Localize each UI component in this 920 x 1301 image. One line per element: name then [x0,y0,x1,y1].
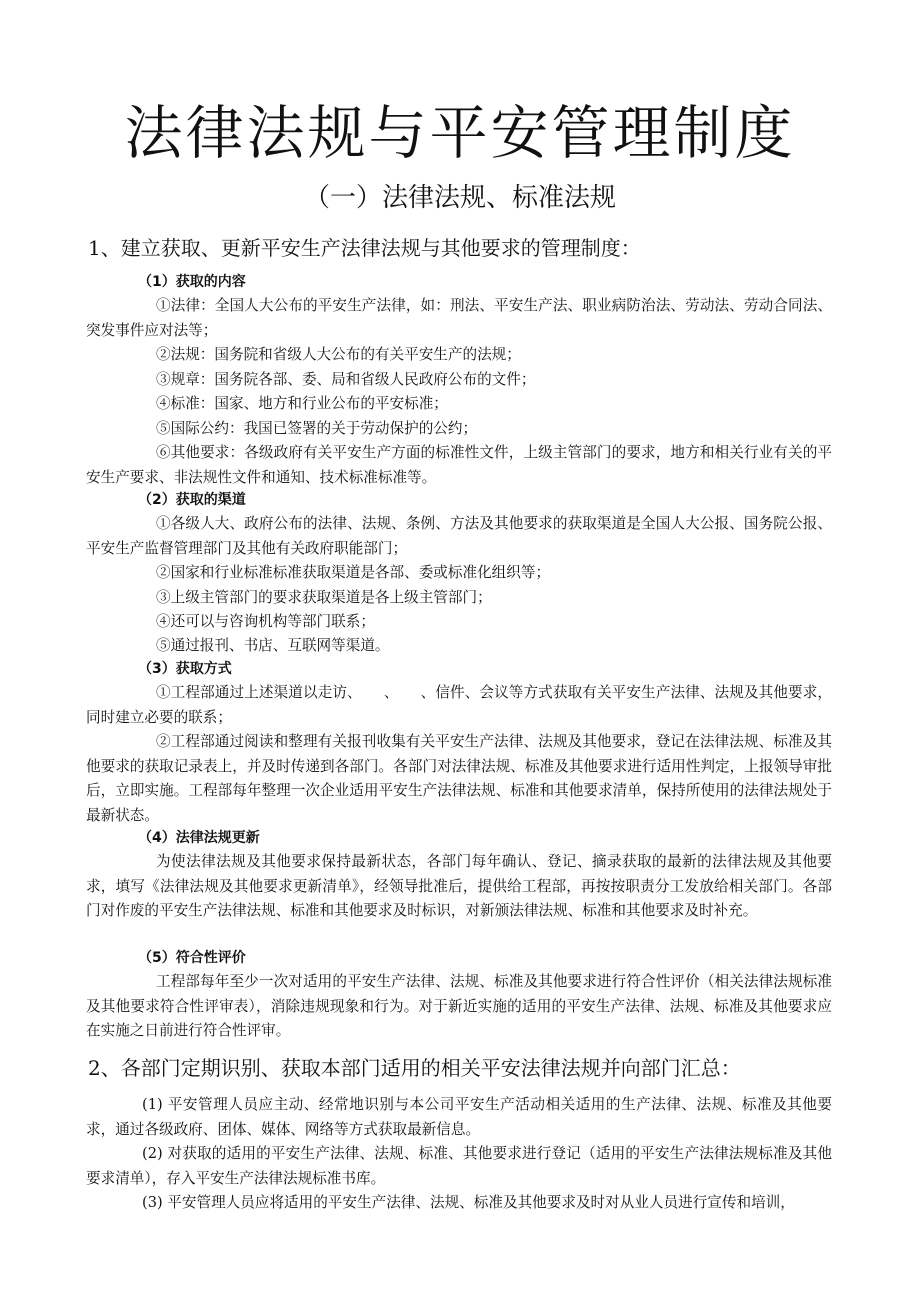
paragraph: ⑤国际公约：我国已签署的关于劳动保护的公约； [156,420,478,437]
paragraph: 为使法律法规及其他要求保持最新状态，各部门每年确认、登记、摘录获取的最新的法律法规及其他要求，填写《法律法规及其他要求更新清单》，经领导批准后，提供给工程部，再按按职责分工发放给相关部门。各部门对作废的平安生产法律法规、标准和其他要求及时标识，对新颁法律法规、标准和其他要求及时补充。 [86,853,832,919]
paragraph: ①法律：全国人大公布的平安生产法律，如：刑法、平安生产法、职业病防治法、劳动法、劳动合同法、突发事件应对法等； [86,297,832,339]
paragraph: ②国家和行业标准标准获取渠道是各部、委或标准化组织等； [156,564,551,581]
paragraph: (3) 平安管理人员应将适用的平安生产法律、法规、标准及其他要求及时对从业人员进行宣传和培训， [142,1194,795,1211]
paragraph: ⑥其他要求：各级政府有关平安生产方面的标准性文件，上级主管部门的要求，地方和相关行业有关的平安生产要求、非法规性文件和通知、技术标准标准等。 [86,444,832,486]
section-2-heading: 2、各部门定期识别、获取本部门适用的相关平安法律法规并向部门汇总： [88,1056,741,1080]
paragraph: (2) 对获取的适用的平安生产法律、法规、标准、其他要求进行登记（适用的平安生产法律法规标准及其他要求清单），存入平安生产法律法规标准书库。 [86,1145,832,1187]
paragraph: ⑤通过报刊、书店、互联网等渠道。 [156,637,390,654]
page-subtitle: （一）法律法规、标准法规 [303,183,616,213]
subsection-2-heading: （2）获取的渠道 [138,492,246,508]
paragraph: ②工程部通过阅读和整理有关报刊收集有关平安生产法律、法规及其他要求，登记在法律法规、标准及其他要求的获取记录表上，并及时传递到各部门。各部门对法律法规、标准及其他要求进行适用性判定，上报领导审批后，立即实施。工程部每年整理一次企业适用平安生产法律法规、标准和其他要求清单，保持所使用的法律法规处于最新状态。 [86,733,832,824]
section-1-heading: 1、建立获取、更新平安生产法律法规与其他要求的管理制度： [88,236,641,260]
paragraph: ④标准：国家、地方和行业公布的平安标准； [156,395,448,412]
paragraph: ③上级主管部门的要求获取渠道是各上级主管部门； [156,589,492,606]
paragraph: (1) 平安管理人员应主动、经常地识别与本公司平安生产活动相关适用的生产法律、法规、标准及其他要求，通过各级政府、团体、媒体、网络等方式获取最新信息。 [86,1096,832,1138]
paragraph: 工程部每年至少一次对适用的平安生产法律、法规、标准及其他要求进行符合性评价（相关法律法规标准及其他要求符合性评审表），消除违规现象和行为。对于新近实施的适用的平安生产法律、法规、标准及其他要求应在实施之日前进行符合性评审。 [86,973,832,1039]
subsection-1-heading: （1）获取的内容 [138,274,246,290]
paragraph: ②法规：国务院和省级人大公布的有关平安生产的法规； [156,346,521,363]
paragraph: ③规章：国务院各部、委、局和省级人民政府公布的文件； [156,371,536,388]
paragraph: ④还可以与咨询机构等部门联系； [156,613,375,630]
subsection-5-heading: （5）符合性评价 [138,950,246,966]
paragraph: ①工程部通过上述渠道以走访、 、 、信件、会议等方式获取有关平安生产法律、法规及其他要求，同时建立必要的联系； [86,684,832,726]
paragraph: ①各级人大、政府公布的法律、法规、条例、方法及其他要求的获取渠道是全国人大公报、国务院公报、平安生产监督管理部门及其他有关政府职能部门； [86,515,832,557]
page-title: 法律法规与平安管理制度 [124,99,796,167]
subsection-3-heading: （3）获取方式 [138,661,232,677]
subsection-4-heading: （4）法律法规更新 [138,830,260,846]
